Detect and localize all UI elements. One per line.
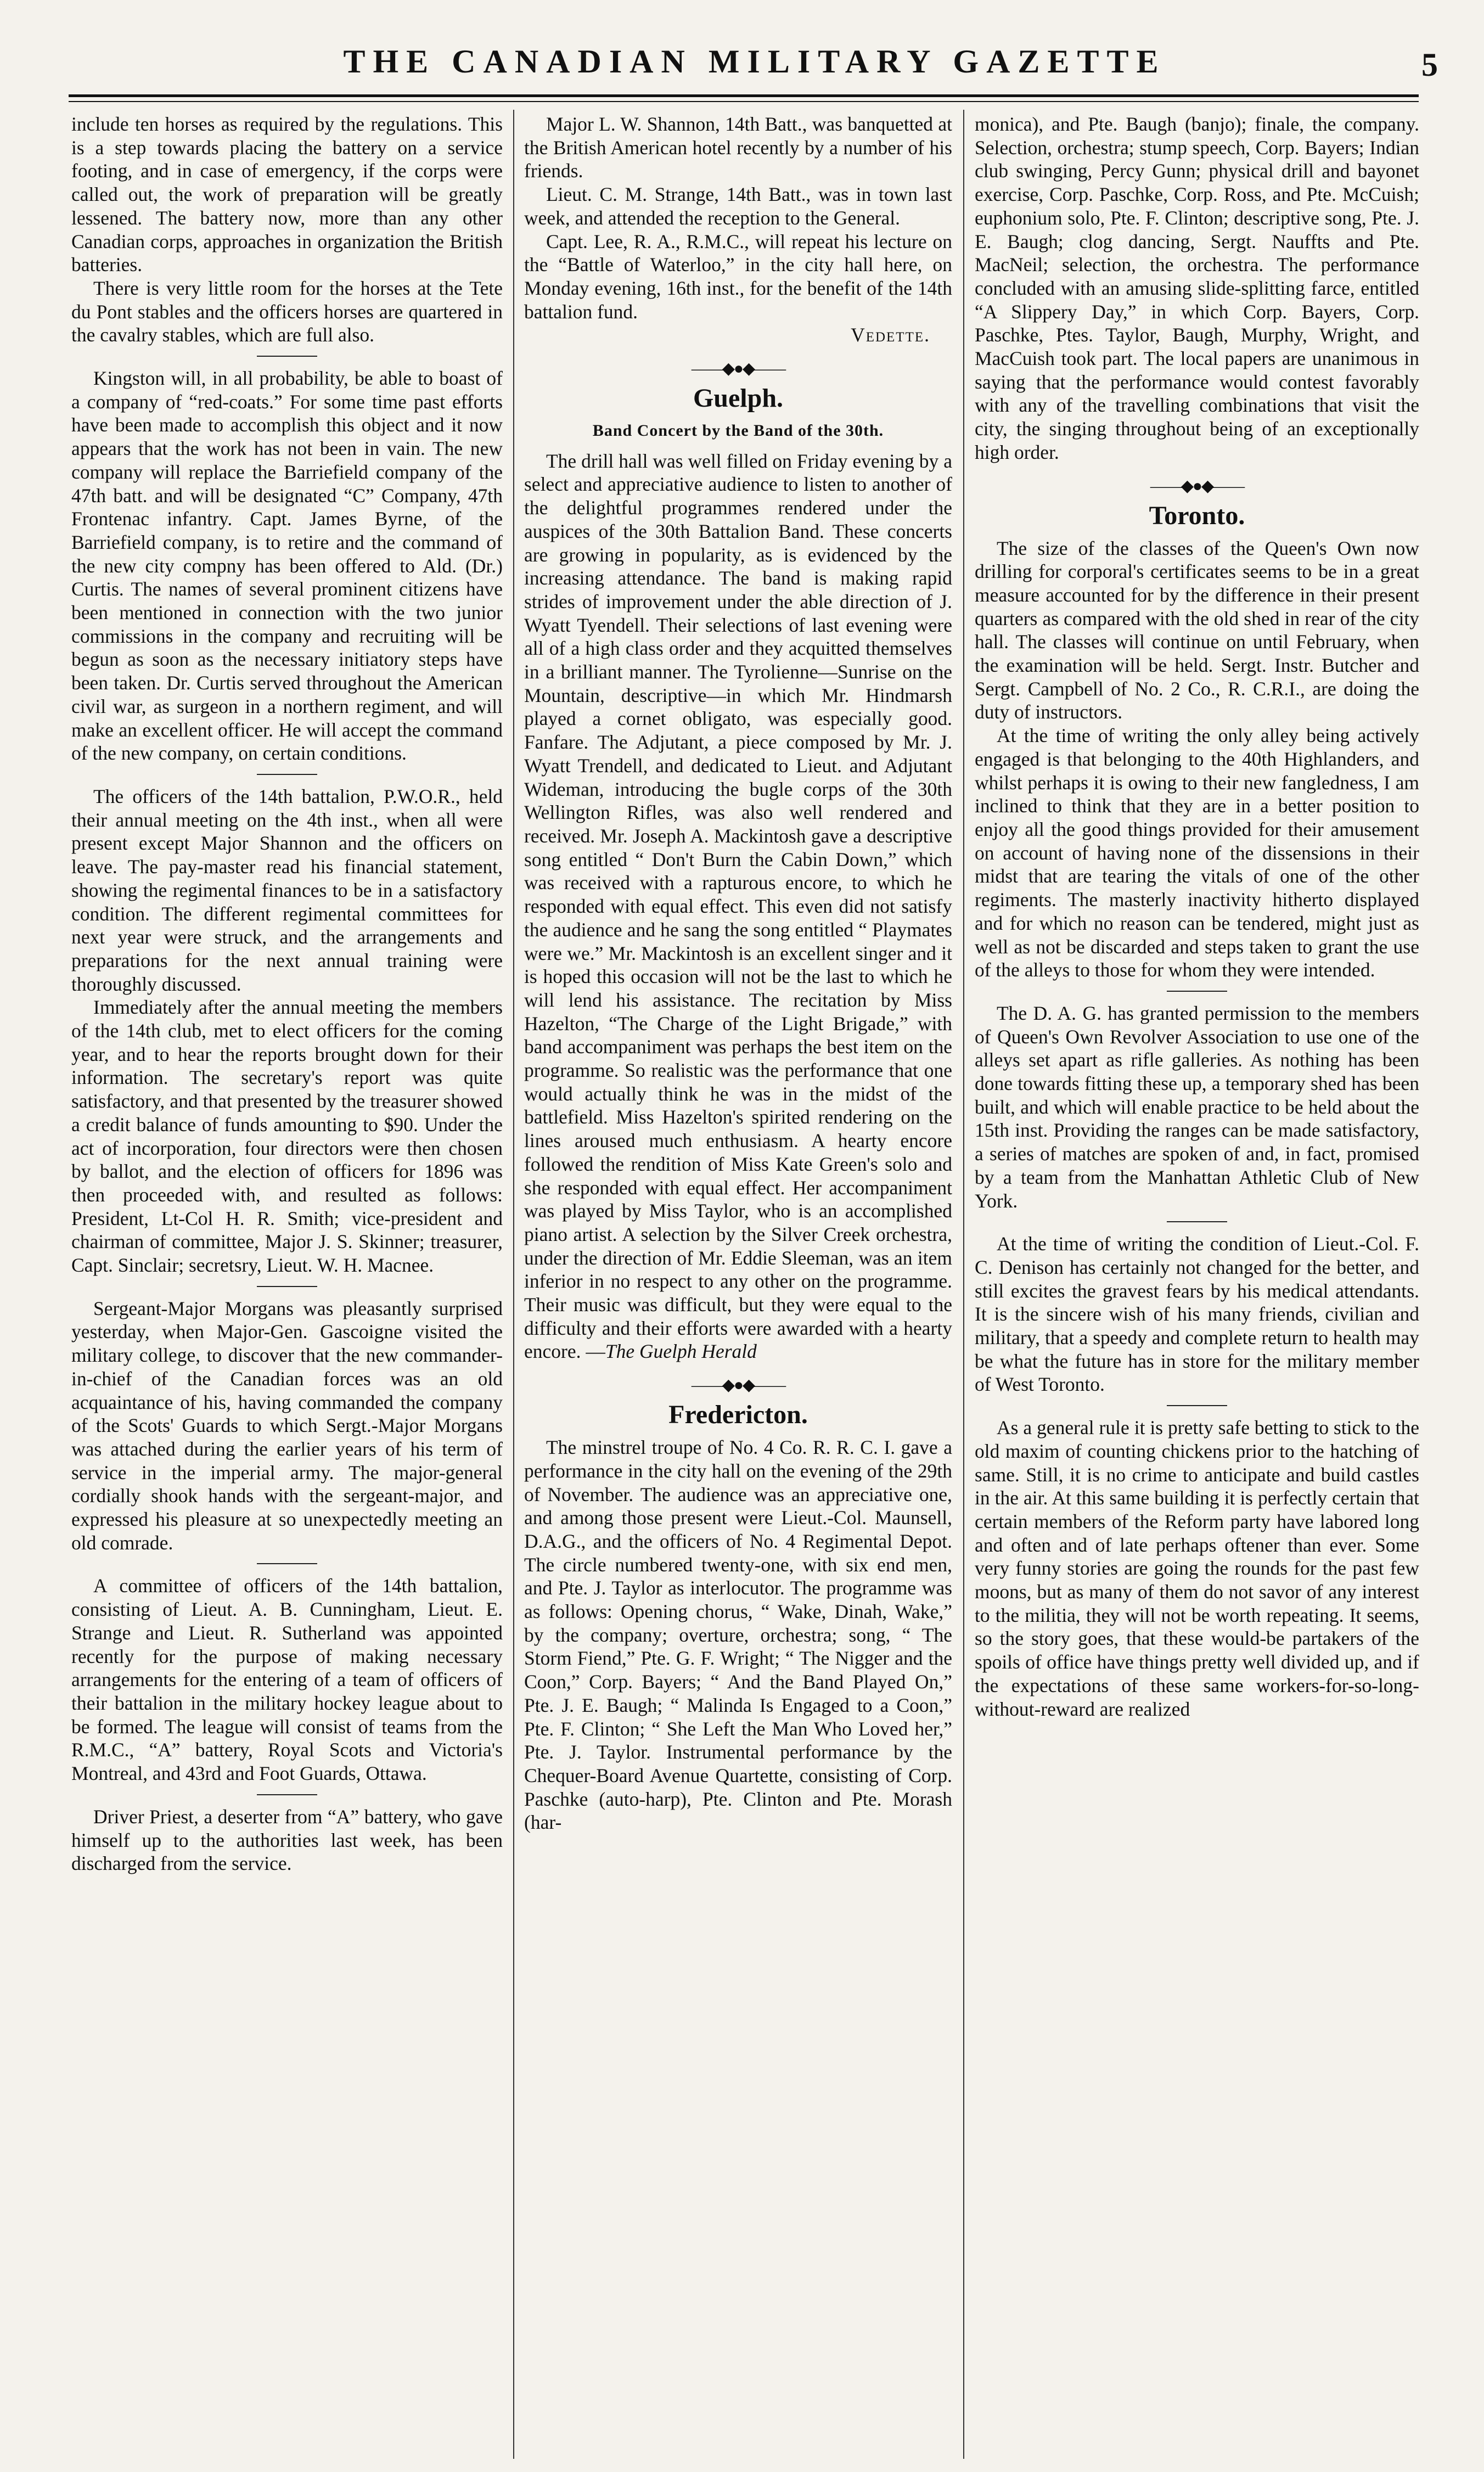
publication-title: THE CANADIAN MILITARY GAZETTE <box>343 43 1166 80</box>
column-divider <box>513 110 514 2459</box>
ornament-divider: ——◆●◆—— <box>691 359 785 378</box>
article-paragraph: Immediately after the annual meeting the members of the 14th club, met to elect officers for the coming year, and to hear the reports brought down for their information. The secretary's report was quite satisfactory, and that presented by the treasurer showed a credit balance of funds amounting to $90. Under the act of incorporation, four directors were then chosen by ballot, and the election of officers for 1896 was then proceeded with, and resulted as follows: President, Lt-Col H. R. Smith; vice-president and chairman of committee, Major J. S. Skinner; treasurer, Capt. Sinclair; secretsry, Lieut. W. H. Macnee. <box>71 996 503 1277</box>
section-subheading: Band Concert by the Band of the 30th. <box>592 422 884 440</box>
article-paragraph: The D. A. G. has granted permission to the members of Queen's Own Revolver Association to use one of the alleys set apart as rifle galleries. As nothing has been done towards fitting these up, a temporary shed has been built, and which will enable practice to be held about the 15th inst. Providing the ranges can be made satisfactory, a series of matches are spoken of and, in fact, promised by a team from the Manhattan Athletic Club of New York. <box>975 1002 1419 1212</box>
article-paragraph: A committee of officers of the 14th battalion, consisting of Lieut. A. B. Cunningham, Lieut. E. Strange and Lieut. R. Sutherland was appointed recently for the purpose of making necessary arrangements for the entering of a team of officers of their battalion in the military hockey league about to be formed. The league will consist of teams from the R.M.C., “A” battery, Royal Scots and Victoria's Montreal, and 43rd and Foot Guards, Ottawa. <box>71 1575 503 1785</box>
column-1 <box>71 113 503 2456</box>
section-divider <box>257 1563 317 1564</box>
column-2 <box>524 113 952 2456</box>
article-paragraph: monica), and Pte. Baugh (banjo); finale, the company. Selection, orchestra; stump speech, Corp. Bayers; Indian club swinging, Percy Gunn; physical drill and bayonet exercise, Corp. Paschke, Corp. Ross, and Pte. McCuish; euphonium solo, Pte. F. Clinton; descriptive song, Pte. J. E. Baugh; clog dancing, Sergt. Nauffts and Pte. MacNeil; selection, the orchestra. The performance concluded with an amusing slide-splitting farce, entitled “A Slippery Day,” in which Corp. Bayers, Corp. Paschke, Ptes. Taylor, Baugh, Murphy, Wright, and MacCuish took part. The local papers are unanimous in saying that the performance would contest favorably with any of the travelling combinations that visit the city, the singing throughout being of an exceptionally high order. <box>975 113 1419 463</box>
article-paragraph: There is very little room for the horses at the Tete du Pont stables and the officers horses are quartered in the cavalry stables, which are full also. <box>71 277 503 346</box>
article-paragraph: The minstrel troupe of No. 4 Co. R. R. C. I. gave a performance in the city hall on the evening of the 29th of November. The audience was an appreciative one, and among those present were Lieut.-Col. Maunsell, D.A.G., and the officers of No. 4 Regimental Depot. The circle numbered twenty-one, with six end men, and Pte. J. Taylor as interlocutor. The programme was as follows: Opening chorus, “ Wake, Dinah, Wake,” by the company; overture, orchestra; song, “ The Storm Fiend,” Pte. G. F. Wright; “ The Nigger and the Coon,” Corp. Bayers; “ And the Band Played On,” Pte. J. E. Baugh; “ Malinda Is Engaged to a Coon,” Pte. F. Clinton; “ She Left the Man Who Loved her,” Pte. J. Taylor. Instrumental performance by the Chequer-Board Avenue Quartette, consisting of Corp. Paschke (auto-harp), Pte. Clinton and Pte. Morash (har- <box>524 1436 952 1834</box>
source-citation: The Guelph Herald <box>605 1340 757 1363</box>
article-paragraph: The officers of the 14th battalion, P.W.O.R., held their annual meeting on the 4th inst., when all were present except Major Shannon and the officers on leave. The pay-master read his financial statement, showing the regimental finances to be in a satisfactory condition. The different regimental committees for next year were struck, and the arrangements and preparations for the next annual training were thoroughly discussed. <box>71 785 503 995</box>
section-divider <box>257 1286 317 1287</box>
article-paragraph <box>524 450 952 1363</box>
ornament-divider: ——◆●◆—— <box>691 1376 785 1395</box>
article-paragraph: The size of the classes of the Queen's Own now drilling for corporal's certificates seems to be in a great measure accounted for by the difference in their present quarters as compared with the old shed in rear of the city hall. The classes will continue on until February, when the examination will be held. Sergt. Instr. Butcher and Sergt. Campbell of No. 2 Co., R. C.R.I., are doing the duty of instructors. <box>975 537 1419 723</box>
section-heading-toronto: Toronto. <box>1149 501 1245 530</box>
section-divider <box>1167 1405 1227 1406</box>
section-divider <box>257 774 317 775</box>
article-paragraph: Lieut. C. M. Strange, 14th Batt., was in town last week, and attended the reception to the General. <box>524 183 952 229</box>
article-paragraph: Major L. W. Shannon, 14th Batt., was banquetted at the British American hotel recently by a number of his friends. <box>524 113 952 182</box>
article-text: The drill hall was well filled on Friday evening by a select and appreciative audience to listen to another of the delightful programmes rendered under the auspices of the 30th Battalion Band. These concerts are growing in popularity, as is evidenced by the increasing attendance. The band is making rapid strides of improvement under the able direction of J. Wyatt Tyendell. Their selections of last evening were all of a high class order and they acquitted themselves in a brilliant manner. The Tyrolienne—Sunrise on the Mountain, descriptive—in which Mr. Hindmarsh played a cornet obligato, was especially good. Fanfare. The Adjutant, a piece composed by Mr. J. Wyatt Trendell, and dedicated to Lieut. and Adjutant Wideman, introducing the bugle corps of the 30th Wellington Rifles, was also well rendered and received. Mr. Joseph A. Mackintosh gave a descriptive song entitled “ Don't Burn the Cabin Down,” which was received with a rapturous encore, to which he responded with equal effect. This even did not satisfy the audience and he sang the song entitled “ Playmates were we.” Mr. Mackintosh is an excellent singer and it is hoped this occasion will not be the last to which he will lend his assistance. The recitation by Miss Hazelton, “The Charge of the Light Brigade,” with band accompaniment was perhaps the best item on the programme. So realistic was the performance that one would actually think he was in the midst of the battlefield. Miss Hazelton's spirited rendering on the lines aroused much enthusiasm. A hearty encore followed the rendition of Miss Kate Green's solo and she responded with equal effect. Her accompaniment was played by Miss Taylor, who is an accomplished piano artist. A selection by the Silver Creek orchestra, under the direction of Mr. Eddie Sleeman, was an item inferior in no respect to any other on the programme. Their music was difficult, but they were equal to the difficulty and their efforts were awarded with a hearty encore. — <box>524 450 952 1363</box>
article-paragraph: At the time of writing the only alley being actively engaged is that belonging to the 40th Highlanders, and whilst perhaps it is owing to their new fangledness, I am inclined to think that they are in a better position to enjoy all the good things provided for their amusement on account of having none of the dissensions in their midst that are tearing the vitals of one of the other regiments. The masterly inactivity hitherto displayed and for which no reason can be tendered, might just as well as not be discarded and steps taken to grant the use of the alleys to those for whom they were intended. <box>975 724 1419 981</box>
section-divider <box>257 1794 317 1795</box>
ornament-divider: ——◆●◆—— <box>1150 476 1244 495</box>
page-number: 5 <box>1421 47 1438 83</box>
article-paragraph: Sergeant-Major Morgans was pleasantly surprised yesterday, when Major-Gen. Gascoigne visited the military college, to discover that the new commander-in-chief of the Canadian forces was an old acquaintance of his, having commanded the company of the Scots' Guards to which Sergt.-Major Morgans was attached during the earlier years of his term of service in the imperial army. The major-general cordially shook hands with the sergeant-major, and expressed his pleasure at so unexpectedly meeting an old comrade. <box>71 1297 503 1554</box>
masthead <box>88 43 1438 92</box>
byline: Vedette. <box>851 324 930 346</box>
column-3 <box>975 113 1419 2456</box>
article-paragraph: As a general rule it is pretty safe betting to stick to the old maxim of counting chickens prior to the hatching of same. Still, it is no crime to anticipate and build castles in the air. At this same building it is perfectly certain that certain members of the Reform party have labored long and often and of late perhaps oftener than ever. Some very funny stories are going the rounds for the past few moons, but as many of them do not savor of any interest to the militia, they will not be worth repeating. It seems, so the story goes, that these would-be partakers of the spoils of office have things pretty well divided up, and if the expectations of these same workers-for-so-long-without-reward are realized <box>975 1417 1419 1720</box>
article-paragraph: Driver Priest, a deserter from “A” battery, who gave himself up to the authorities last week, has been discharged from the service. <box>71 1805 503 1875</box>
article-paragraph: Kingston will, in all probability, be able to boast of a company of “red-coats.” For some time past efforts have been made to accomplish this object and it now appears that the work has not been in vain. The new company will replace the Barriefield company of the 47th batt. and will be designated “C” Company, 47th Frontenac infantry. Capt. James Byrne, of the Barriefield company, is to retire and the command of the new city compny has been offered to Ald. (Dr.) Curtis. The names of several prominent citizens have been mentioned in connection with the two junior commissions in the company and recruiting will be begun as soon as the necessary initiatory steps have been taken. Dr. Curtis served throughout the American civil war, as surgeon in a northern regiment, and will make an excellent officer. He will accept the command of the new company, on certain conditions. <box>71 367 503 765</box>
section-heading-fredericton: Fredericton. <box>668 1400 808 1430</box>
column-divider <box>963 110 964 2459</box>
masthead-rule-thin <box>69 101 1419 102</box>
article-paragraph: include ten horses as required by the regulations. This is a step towards placing the battery on a service footing, and in case of emergency, if the corps were called out, the work of preparation will be greatly lessened. The battery now, more than any other Canadian corps, approaches in organization the British batteries. <box>71 113 503 276</box>
article-paragraph: At the time of writing the condition of Lieut.-Col. F. C. Denison has certainly not changed for the better, and still excites the gravest fears by his medical attendants. It is the sincere wish of his many friends, civilian and military, that a speedy and complete return to health may be what the future has in store for the military member of West Toronto. <box>975 1233 1419 1396</box>
article-paragraph: Capt. Lee, R. A., R.M.C., will repeat his lecture on the “Battle of Waterloo,” in the city hall here, on Monday evening, 16th inst., for the benefit of the 14th battalion fund. <box>524 230 952 323</box>
section-heading-guelph: Guelph. <box>693 384 784 413</box>
section-divider <box>257 356 317 357</box>
section-divider <box>1167 991 1227 992</box>
section-divider <box>1167 1221 1227 1222</box>
masthead-rule <box>69 94 1419 97</box>
